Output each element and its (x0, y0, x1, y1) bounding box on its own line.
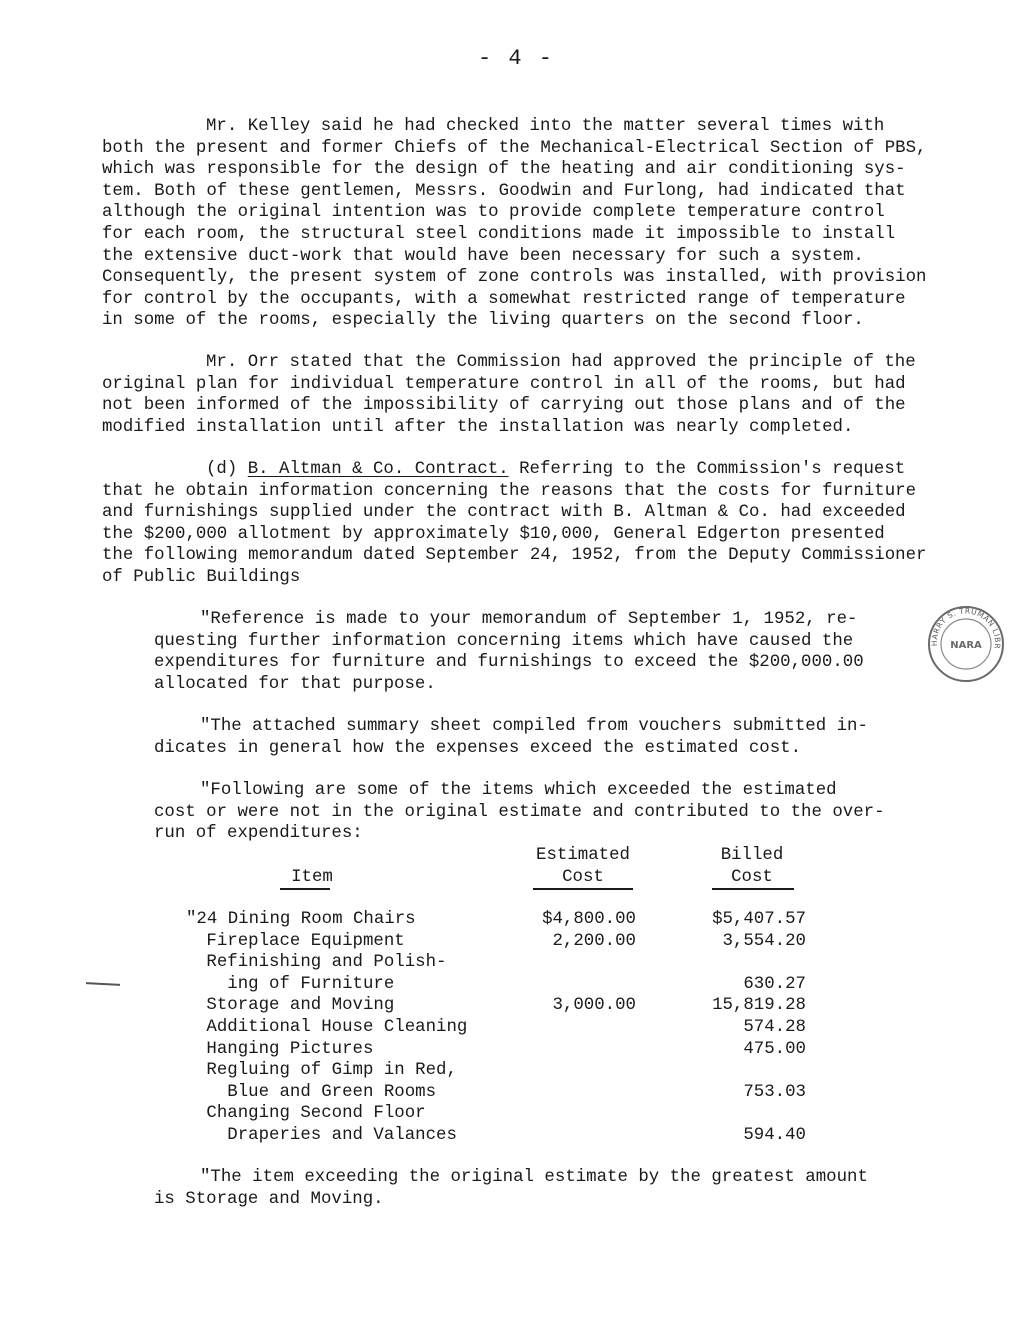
text-line: "The attached summary sheet compiled from vouchers submitted in- (200, 717, 868, 736)
header-item: Item (291, 868, 333, 887)
page-number: - 4 - (478, 46, 555, 71)
table-row-billed: 630.27 (743, 974, 806, 994)
text-line: "Following are some of the items which exceeded the estimated (200, 781, 837, 800)
text-line: Consequently, the present system of zone controls was installed, with provision (102, 268, 927, 288)
header-billed-cost: Cost (731, 868, 773, 887)
library-stamp (926, 604, 1006, 684)
table-row-billed: 475.00 (743, 1039, 806, 1059)
table-row-billed: 3,554.20 (722, 931, 806, 951)
text-line: cost or were not in the original estimate and contributed to the over- (154, 802, 885, 822)
header-estimated: Estimated (536, 846, 630, 865)
text-line: "The item exceeding the original estimate by the greatest amount (200, 1168, 868, 1187)
table-row-estimated: 3,000.00 (552, 996, 636, 1016)
text-line: and furnishings supplied under the contract with B. Altman & Co. had exceeded (102, 503, 906, 523)
text-line: both the present and former Chiefs of the Mechanical-Electrical Section of PBS, (102, 138, 927, 158)
text-line: expenditures for furniture and furnishings to exceed the $200,000.00 (154, 653, 864, 673)
text-line: the extensive duct-work that would have been necessary for such a system. (102, 246, 864, 266)
text-line: which was responsible for the design of the heating and air conditioning sys- (102, 160, 906, 180)
table-row-item: Draperies and Valances (196, 1126, 457, 1145)
table-row-billed: $5,407.57 (712, 910, 806, 929)
table-row-item: "24 Dining Room Chairs (186, 910, 416, 929)
table-row-billed: 15,819.28 (712, 996, 806, 1016)
table-row-billed: 753.03 (743, 1082, 806, 1102)
text-line: dicates in general how the expenses exceed the estimated cost. (154, 738, 802, 758)
header-underline (533, 888, 633, 890)
table-row-item: Regluing of Gimp in Red, (196, 1061, 457, 1081)
table-row-item: ing of Furniture (196, 974, 395, 994)
text-line: run of expenditures: (154, 824, 363, 844)
table-row-billed: 574.28 (743, 1018, 806, 1037)
table-row-item: Fireplace Equipment (196, 931, 405, 951)
text-line (206, 459, 905, 481)
text-line: "Reference is made to your memorandum of September 1, 1952, re- (200, 610, 858, 629)
header-underline (280, 888, 330, 890)
text-line: is Storage and Moving. (154, 1189, 384, 1209)
section-heading: B. Altman & Co. Contract. (247, 460, 509, 479)
table-row-item: Storage and Moving (196, 996, 395, 1016)
header-billed: Billed (720, 846, 784, 865)
margin-pencil-mark (86, 982, 120, 986)
stamp-center-text: NARA (950, 640, 982, 651)
text-line: Mr. Orr stated that the Commission had approved the principle of the (206, 353, 916, 372)
stamp-arc-text: HARRY S. TRUMAN LIBR (929, 606, 1003, 650)
table-row-estimated: $4,800.00 (542, 910, 636, 929)
text-line: in some of the rooms, especially the living quarters on the second floor. (102, 311, 864, 331)
table-row-item: Changing Second Floor (196, 1104, 426, 1124)
text-line: original plan for individual temperature control in all of the rooms, but had (102, 374, 906, 394)
header-estimated-cost: Cost (562, 868, 604, 887)
header-underline (712, 888, 794, 890)
text-line: the $200,000 allotment by approximately $10,000, General Edgerton presented (102, 524, 885, 544)
table-row-item: Additional House Cleaning (196, 1018, 468, 1037)
table-row-item: Blue and Green Rooms (196, 1082, 437, 1102)
text-line: although the original intention was to provide complete temperature control (102, 203, 885, 223)
text-span: Referring to the Commission's request (508, 460, 906, 479)
text-line: modified installation until after the installation was nearly completed. (102, 417, 854, 437)
text-line: not been informed of the impossibility of carrying out those plans and of the (102, 396, 906, 416)
table-row-item: Refinishing and Polish- (196, 953, 447, 973)
text-line: for control by the occupants, with a somewhat restricted range of temperature (102, 289, 906, 309)
table-row-estimated: 2,200.00 (552, 931, 636, 951)
text-line: questing further information concerning items which have caused the (154, 631, 854, 651)
stamp-seal-icon (926, 604, 1006, 684)
table-row-item: Hanging Pictures (196, 1039, 374, 1059)
item-label: (d) (206, 460, 248, 479)
text-line: tem. Both of these gentlemen, Messrs. Goodwin and Furlong, had indicated that (102, 181, 906, 201)
text-line: for each room, the structural steel conditions made it impossible to install (102, 225, 896, 244)
text-line: the following memorandum dated September 24, 1952, from the Deputy Commissioner (102, 546, 927, 566)
text-line: allocated for that purpose. (154, 674, 436, 694)
text-line: of Public Buildings (102, 568, 301, 587)
text-line: that he obtain information concerning the reasons that the costs for furniture (102, 481, 917, 501)
table-row-billed: 594.40 (743, 1126, 806, 1145)
text-line: Mr. Kelley said he had checked into the matter several times with (206, 117, 885, 136)
